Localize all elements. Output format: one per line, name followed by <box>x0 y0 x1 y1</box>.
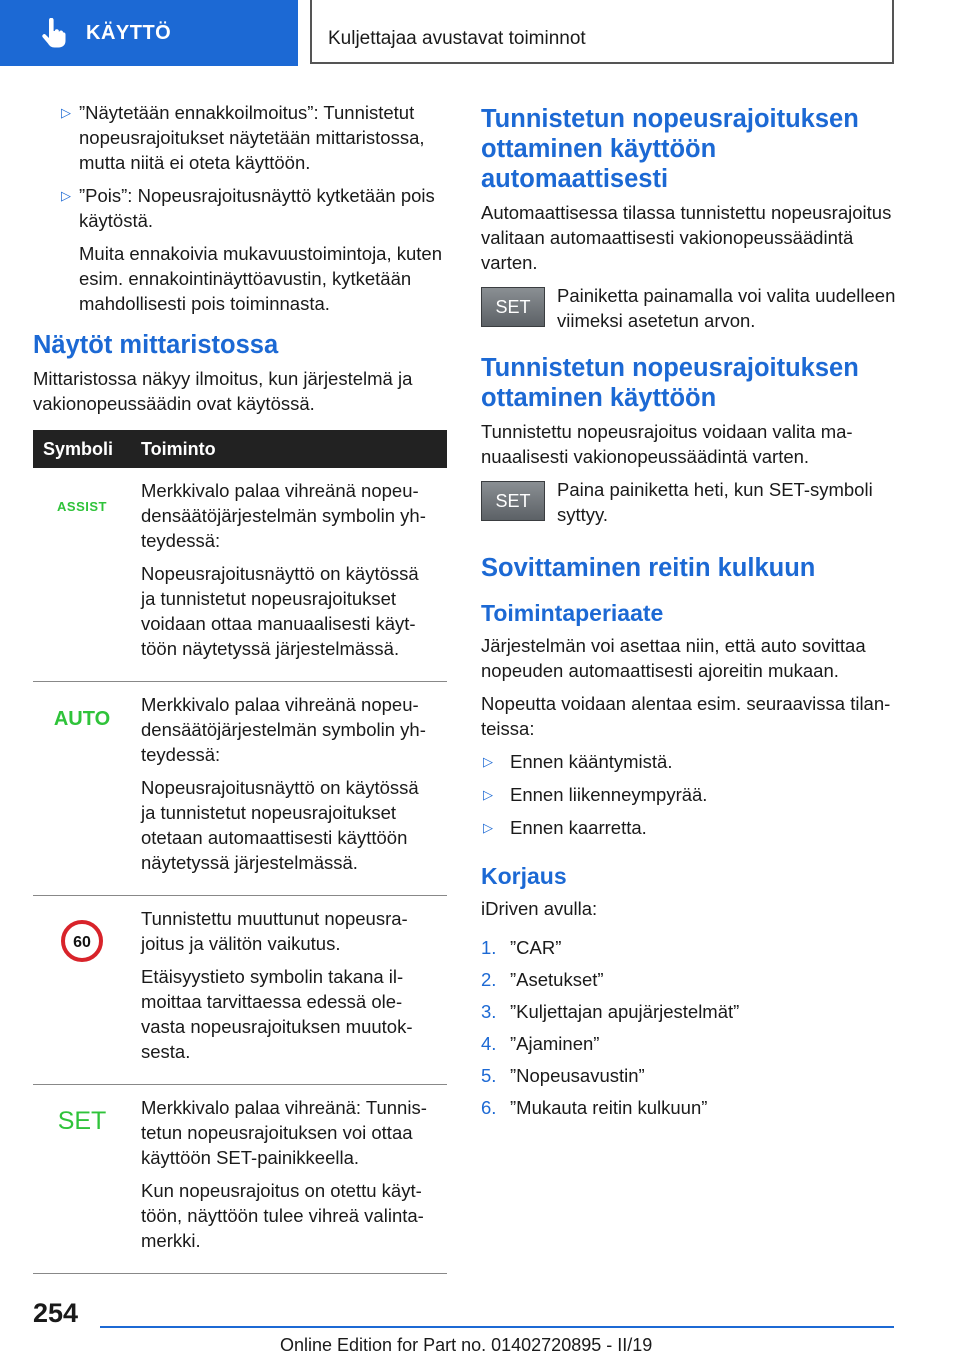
symbol-cell <box>33 682 131 896</box>
table-row <box>33 468 447 682</box>
chapter-title: Kuljettajaa avustavat toiminnot <box>310 0 894 64</box>
function-cell <box>131 682 447 896</box>
page-header <box>0 0 960 66</box>
note-paragraph: Muita ennakoivia mukavuustoimintoja, kuten esim. ennakointinäyttöavustin, kytketään mahdollisesti pois toiminnasta. <box>79 243 442 314</box>
page-number: 254 <box>33 1298 79 1328</box>
triangle-bullet-icon: ▷ <box>483 754 493 769</box>
section-heading: Näytöt mittaristossa <box>33 331 279 359</box>
intro-paragraph: Mittaristossa näkyy ilmoitus, kun järjestelmä ja vakionopeussäädin ovat käytössä. <box>33 368 413 414</box>
speed-limit-sign-icon <box>61 920 103 962</box>
set-button-row <box>481 283 897 333</box>
table-row <box>33 1085 447 1274</box>
function-text: Kun nopeusrajoitus on otettu käyttöön, näyttöön tulee vihreä valintamerkki. <box>141 1180 424 1251</box>
step-number: 3. <box>481 1001 497 1022</box>
column-header-symbol: Symboli <box>33 430 131 468</box>
edition-text: Online Edition for Part no. 01402720895 - II/19 <box>280 1335 653 1355</box>
section-heading: Tunnistetun nopeusrajoituksen ottaminen käyttöön <box>481 354 859 412</box>
list-item <box>481 782 897 807</box>
symbol-cell <box>33 1085 131 1274</box>
step-number: 1. <box>481 937 497 958</box>
step-item <box>481 1095 897 1120</box>
list-item-text: Ennen liikenneympyrää. <box>510 784 708 805</box>
paragraph: Järjestelmän voi asettaa niin, että auto sovittaa nopeuden automaattisesti ajoreitin mukaan. <box>481 635 866 681</box>
paragraph: iDriven avulla: <box>481 898 598 919</box>
symbol-cell <box>33 468 131 682</box>
step-item <box>481 999 897 1024</box>
list-item <box>33 100 447 175</box>
triangle-bullet-icon: ▷ <box>61 188 71 203</box>
list-item-text: Ennen kaarretta. <box>510 817 647 838</box>
function-cell <box>131 468 447 682</box>
list-item-text: ”Pois”: Nopeusrajoitusnäyttö kytketään pois käytöstä. <box>79 185 435 231</box>
column-header-function: Toiminto <box>131 430 447 468</box>
step-text: ”Nopeusavustin” <box>510 1065 645 1086</box>
list-item-text: ”Näytetään ennakkoilmoitus”: Tunnistetut nopeusrajoitukset näytetään mittaristossa, mutta niitä ei oteta käyttöön. <box>79 102 425 173</box>
function-text: Merkkivalo palaa vihreänä: Tunnistetun nopeusrajoituksen voi ottaa käyttöön SET-painikkeella. <box>141 1097 427 1168</box>
section-label: KÄYTTÖ <box>86 21 172 44</box>
subsection-heading: Toimintaperiaate <box>481 600 664 626</box>
step-number: 2. <box>481 969 497 990</box>
set-button-icon: SET <box>481 287 545 327</box>
list-item-text: Ennen kääntymistä. <box>510 751 673 772</box>
triangle-bullet-icon: ▷ <box>483 820 493 835</box>
table-row <box>33 682 447 896</box>
set-indicator: SET <box>57 1107 107 1135</box>
set-button-icon: SET <box>481 481 545 521</box>
paragraph: Tunnistettu nopeusrajoitus voidaan valita manuaalisesti vakionopeussäädintä varten. <box>481 421 853 467</box>
list-item <box>481 749 897 774</box>
function-cell <box>131 1085 447 1274</box>
set-button-text: Paina painiketta heti, kun SET-symboli syttyy. <box>557 479 873 525</box>
table-header-row <box>33 430 447 468</box>
subsection-heading: Korjaus <box>481 863 567 889</box>
function-text: Nopeusrajoitusnäyttö on käytössä ja tunnistetut nopeusrajoitukset voidaan ottaa manuaalisesti käyttöön näytetyssä järjestelmässä. <box>141 563 419 659</box>
assist-indicator: ASSIST <box>57 499 107 514</box>
table-row <box>33 896 447 1085</box>
footer-divider <box>100 1326 894 1328</box>
step-text: ”Mukauta reitin kulkuun” <box>510 1097 708 1118</box>
paragraph: Nopeutta voidaan alentaa esim. seuraavissa tilanteissa: <box>481 693 891 739</box>
step-item <box>481 1031 897 1056</box>
function-text: Merkkivalo palaa vihreänä nopeudensäätöjärjestelmän symbolin yhteydessä: <box>141 480 426 551</box>
steps-list <box>481 935 897 1120</box>
section-tab <box>0 0 298 66</box>
triangle-bullet-icon: ▷ <box>483 787 493 802</box>
function-text: Etäisyystieto symbolin takana ilmoittaa tarvittaessa edessä olevasta nopeusrajoituksen muutoksesta. <box>141 966 413 1062</box>
function-text: Tunnistettu muuttunut nopeusrajoitus ja välitön vaikutus. <box>141 908 408 954</box>
right-column <box>481 100 897 1127</box>
step-number: 5. <box>481 1065 497 1086</box>
auto-indicator: AUTO <box>53 708 111 730</box>
hand-pointer-icon <box>40 18 66 48</box>
function-text: Merkkivalo palaa vihreänä nopeudensäätöjärjestelmän symbolin yhteydessä: <box>141 694 426 765</box>
step-number: 6. <box>481 1097 497 1118</box>
step-item <box>481 1063 897 1088</box>
step-text: ”Kuljettajan apujärjestelmät” <box>510 1001 740 1022</box>
function-text: Nopeusrajoitusnäyttö on käytössä ja tunnistetut nopeusrajoitukset otetaan automaattisesti käyttöön näytetyssä järjestelmässä. <box>141 777 419 873</box>
step-item <box>481 935 897 960</box>
step-text: ”Ajaminen” <box>510 1033 600 1054</box>
set-button-text: Painiketta painamalla voi valita uudelleen viimeksi asetetun arvon. <box>557 285 896 331</box>
triangle-bullet-icon: ▷ <box>61 105 71 120</box>
speed-limit-value: 60 <box>73 934 91 951</box>
list-item <box>33 183 447 233</box>
step-text: ”CAR” <box>510 937 562 958</box>
symbol-cell <box>33 896 131 1085</box>
step-item <box>481 967 897 992</box>
set-button-row <box>481 477 897 527</box>
section-heading: Sovittaminen reitin kulkuun <box>481 554 816 582</box>
list-item <box>481 815 897 840</box>
left-column <box>33 100 447 1274</box>
symbol-table <box>33 430 447 1274</box>
section-heading: Tunnistetun nopeusrajoituksen ottaminen käyttöön automaattisesti <box>481 105 859 193</box>
step-text: ”Asetukset” <box>510 969 604 990</box>
paragraph: Automaattisessa tilassa tunnistettu nopeusrajoitus valitaan automaattisesti vakionopeussäädintä varten. <box>481 202 892 273</box>
function-cell <box>131 896 447 1085</box>
step-number: 4. <box>481 1033 497 1054</box>
